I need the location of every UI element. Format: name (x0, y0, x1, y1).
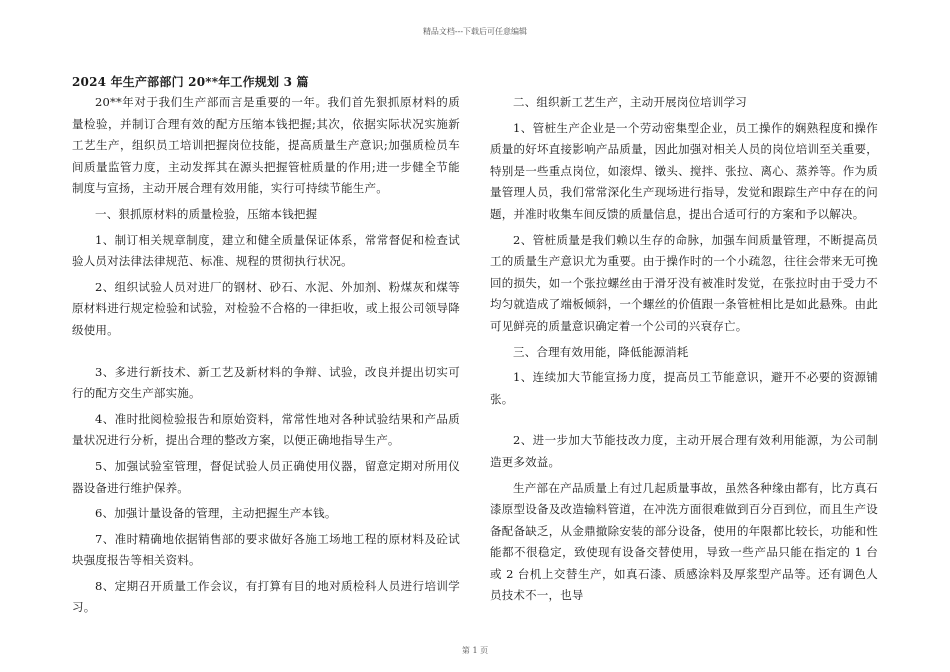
section-heading: 一、狠抓原材料的质量检验，压缩本钱把握 (95, 206, 318, 221)
page-number: 第 1 页 (461, 646, 489, 655)
section-heading: 三、合理有效用能，降低能源消耗 (513, 344, 689, 359)
paragraph: 5、加强试验室管理，督促试验人员正确使用仪器，留意定期对所用仪器设备进行维护保养。 (72, 458, 460, 495)
paragraph: 8、定期召开质量工作会议，有打算有目的地对质检科人员进行培训学习。 (72, 578, 460, 615)
paragraph: 2、进一步加大节能技改力度，主动开展合理有效利用能源，为公司制造更多效益。 (490, 433, 878, 469)
paragraph: 2、管桩质量是我们赖以生存的命脉，加强车间质量管理，不断提高员工的质量生产意识尤为重要。由于操作时的一个小疏忽，往往会带来无可挽回的损失，如一个张拉螺丝由于滑牙没有被准时发觉，在张拉时由于受力不均匀就造成了端板倾斜，一个螺丝的价值跟一条管桩相比是如此悬殊。由此可见鲜亮的质量意识确定着一个公司的兴衰存亡。 (490, 232, 878, 333)
right-column (490, 92, 878, 611)
paragraph: 1、连续加大节能宣扬力度，提高员工节能意识，避开不必要的资源铺张。 (490, 370, 878, 406)
paragraph: 7、准时精确地依据销售部的要求做好各施工场地工程的原材料及砼试块强度报告等相关资料。 (72, 531, 460, 568)
paragraph: 生产部在产品质量上有过几起质量事故，虽然各种缘由都有，比方真石漆原型设备及改造输料管道，在冲洗方面很难做到百分百到位，而且生产设备配备缺乏，从金鼎撤除安装的部分设备，使用的年限都比较长，功能和性能都不很稳定，致使现有设备交替使用，导致一些产品只能在指定的 1 台或 2 台机上交替生产，如真石漆、质感涂料及厚浆型产品等。还有调色人员技术不一，也导 (490, 480, 878, 603)
left-column (72, 72, 460, 623)
paragraph: 4、准时批阅检验报告和原始资料，常常性地对各种试验结果和产品质量状况进行分析，提出合理的整改方案，以便正确地指导生产。 (72, 411, 460, 448)
paragraph: 1、制订相关规章制度，建立和健全质量保证体系，常常督促和检查试验人员对法律法律规范、标准、规程的贯彻执行状况。 (72, 232, 460, 269)
header-note: 精品文档---下载后可任意编辑 (422, 27, 528, 36)
paragraph: 3、多进行新技术、新工艺及新材料的争辩、试验，改良并提出切实可行的配方交生产部实施。 (72, 364, 460, 401)
section-heading: 二、组织新工艺生产，主动开展岗位培训学习 (513, 95, 747, 109)
paragraph: 1、管桩生产企业是一个劳动密集型企业，员工操作的娴熟程度和操作质量的好坏直接影响产品质量，因此加强对相关人员的岗位培训至关重要，特别是一些重点岗位，如滚焊、镦头、搅拌、张拉、离心、蒸养等。作为质量管理人员，我们常常深化生产现场进行指导，发觉和跟踪生产中存在的问题，并准时收集车间反馈的质量信息，提出合适可行的方案和予以解决。 (490, 120, 878, 221)
paragraph: 20**年对于我们生产部而言是重要的一年。我们首先狠抓原材料的质量检验，并制订合理有效的配方压缩本钱把握;其次，依据实际状况实施新工艺生产，组织员工培训把握岗位技能，提高质量生产意识;加强质检员车间质量监管力度，主动发挥其在源头把握管桩质量的作用;进一步健全节能制度与宣扬，主动开展合理有效用能，实行可持续节能生产。 (72, 95, 460, 196)
document-title: 2024 年生产部部门 20**年工作规划 3 篇 (72, 75, 309, 89)
paragraph: 6、加强计量设备的管理，主动把握生产本钱。 (95, 506, 337, 521)
paragraph: 2、组织试验人员对进厂的钢材、砂石、水泥、外加剂、粉煤灰和煤等原材料进行规定检验和试验，对检验不合格的一律拒收，或上报公司领导降级使用。 (72, 279, 460, 337)
